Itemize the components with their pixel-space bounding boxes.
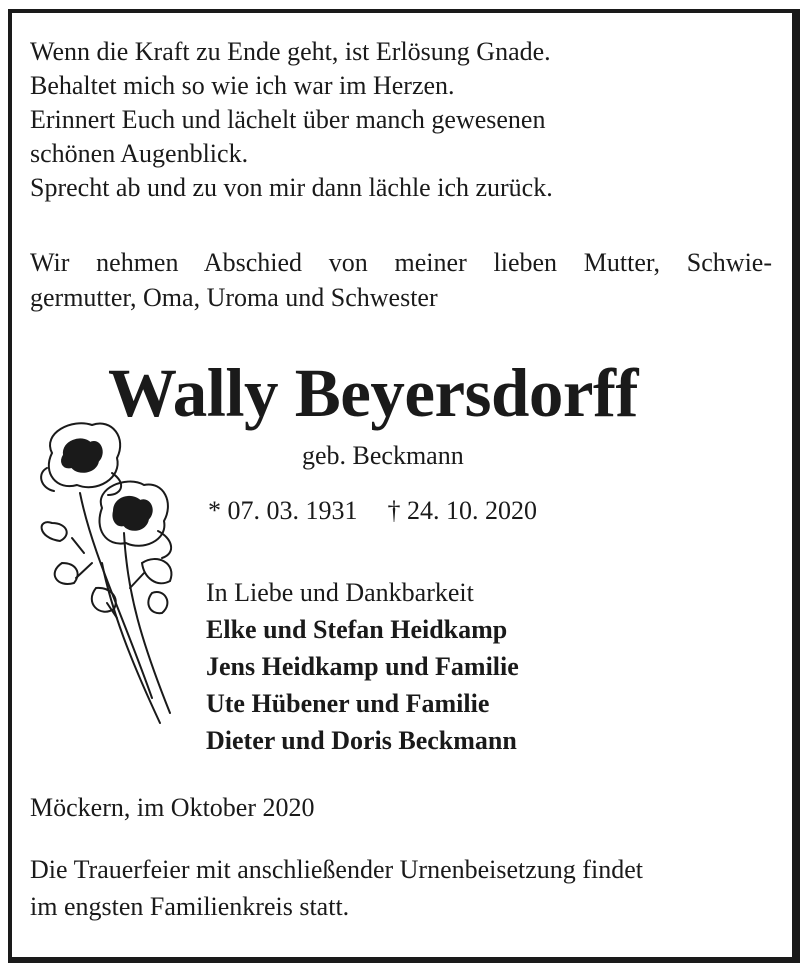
obituary-notice: [8, 9, 800, 963]
ceremony-line: Die Trauerfeier mit anschließender Urnenbeisetzung findet: [30, 855, 643, 884]
maiden-name: geb. Beckmann: [302, 441, 464, 470]
ceremony-line: im engsten Familienkreis statt.: [30, 892, 350, 921]
poem-line: Sprecht ab und zu von mir dann lächle ich zurück.: [30, 173, 553, 202]
poem-line: Wenn die Kraft zu Ende geht, ist Erlösung Gnade.: [30, 37, 551, 66]
poem-line: Behaltet mich so wie ich war im Herzen.: [30, 71, 455, 100]
poem-line: schönen Augenblick.: [30, 139, 249, 168]
mourner-name: Elke und Stefan Heidkamp: [206, 615, 508, 644]
roses-icon: [32, 413, 192, 733]
birth-date: * 07. 03. 1931: [208, 496, 358, 525]
intro-line: germutter, Oma, Uroma und Schwester: [30, 283, 438, 312]
life-dates: [208, 494, 537, 527]
mourners: [206, 576, 519, 761]
farewell-intro: [30, 246, 772, 316]
death-date: † 24. 10. 2020: [387, 496, 537, 525]
mourner-name: Dieter und Doris Beckmann: [206, 726, 517, 755]
poem-line: Erinnert Euch und lächelt über manch gewesenen: [30, 105, 546, 134]
place-date: Möckern, im Oktober 2020: [30, 793, 315, 822]
mourners-intro: In Liebe und Dankbarkeit: [206, 578, 474, 607]
deceased-name: Wally Beyersdorff: [108, 355, 638, 431]
mourner-name: Jens Heidkamp und Familie: [206, 652, 519, 681]
intro-line: Wir nehmen Abschied von meiner lieben Mutter, Schwie-: [30, 248, 772, 277]
ceremony-notice: [30, 853, 643, 927]
mourner-name: Ute Hübener und Familie: [206, 689, 490, 718]
poem: [30, 35, 553, 205]
